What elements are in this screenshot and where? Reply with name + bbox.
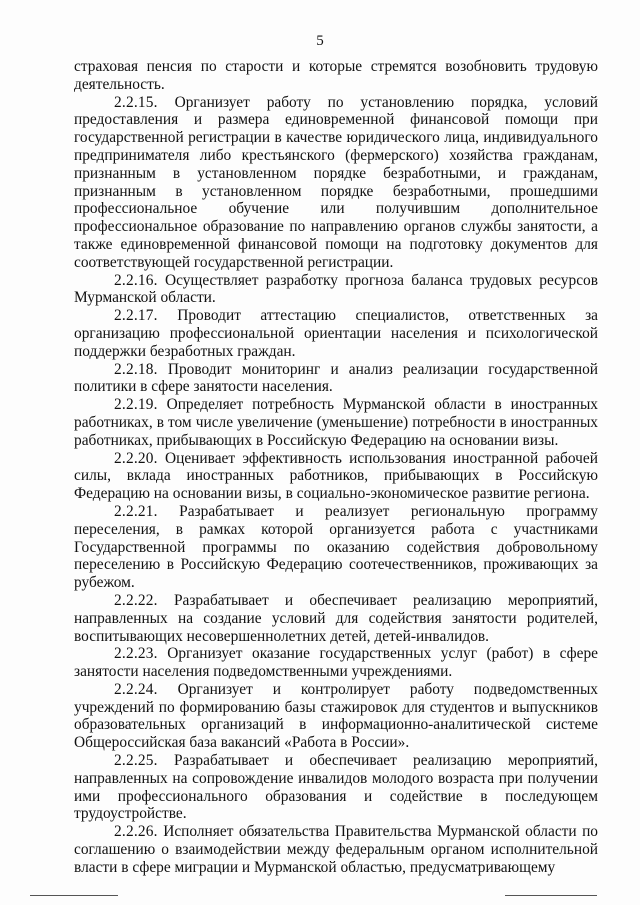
paragraph-number: 2.2.26.: [114, 823, 158, 841]
paragraph-2-2-15: [74, 94, 598, 272]
paragraph-number: 2.2.21.: [114, 502, 158, 520]
paragraph-number: 2.2.19.: [114, 396, 158, 414]
paragraph-text: Организует работу по установлению порядка, условий предоставления и размера единовременной финансовой помощи при государственной регистрации в качестве юридического лица, индивидуального предпринимателя либо крестьянского (фермерского) хозяйства гражданам, признанным в установленном порядке безработными, и гражданам, признанным в установленном порядке безработными, прошедшими профессиональное обучение или получившим дополнительное профессиональное образование по направлению органов службы занятости, а также единовременной финансовой помощи на подготовку документов для соответствующей государственной регистрации.: [74, 93, 598, 271]
paragraph-2-2-23: [74, 645, 598, 681]
paragraph-number: 2.2.22.: [114, 591, 158, 609]
paragraph-2-2-21: [74, 503, 598, 592]
paragraph-2-2-19: [74, 396, 598, 449]
paragraph-text: Организует оказание государственных услуг (работ) в сфере занятости населения подведомственными учреждениями.: [74, 645, 598, 681]
paragraph-number: 2.2.17.: [114, 307, 158, 325]
paragraph-number: 2.2.20.: [114, 449, 158, 467]
paragraph-text: Разрабатывает и обеспечивает реализацию мероприятий, направленных на создание условий для содействия занятости родителей, воспитывающих несовершеннолетних детей, детей-инвалидов.: [74, 591, 598, 645]
paragraph-2-2-16: [74, 272, 598, 308]
paragraph-text: Проводит мониторинг и анализ реализации государственной политики в сфере занятости населения.: [74, 360, 598, 396]
paragraph-2-2-24: [74, 681, 598, 752]
paragraph-2-2-22: [74, 592, 598, 645]
paragraph-number: 2.2.16.: [114, 271, 158, 289]
footer-rule-right: [505, 895, 597, 896]
paragraph-number: 2.2.15.: [114, 93, 158, 111]
paragraph-text: Разрабатывает и обеспечивает реализацию мероприятий, направленных на сопровождение инвалидов молодого возраста при получении ими профессионального образования и содействие в последующем трудоустройстве.: [74, 752, 598, 823]
paragraph-text: Разрабатывает и реализует региональную программу переселения, в рамках которой организуется работа с участниками Государственной программы по оказанию содействия добровольному переселению в Российскую Федерацию соотечественников, проживающих за рубежом.: [74, 502, 598, 592]
paragraph-2-2-17: [74, 307, 598, 360]
paragraph-text: Исполняет обязательства Правительства Мурманской области по соглашению о взаимодействии между федеральным органом исполнительной власти в сфере миграции и Мурманской областью, предусматривающему: [74, 823, 598, 876]
paragraph-text: Осуществляет разработку прогноза баланса трудовых ресурсов Мурманской области.: [74, 271, 598, 307]
page-number: 5: [316, 33, 324, 49]
paragraph-number: 2.2.24.: [114, 680, 158, 698]
paragraph-text: Определяет потребность Мурманской области в иностранных работниках, в том числе увеличение (уменьшение) потребности в иностранных работниках, прибывающих в Российскую Федерацию на основании визы.: [74, 396, 598, 449]
paragraph-2-2-20: [74, 450, 598, 503]
footer-rule-left: [30, 895, 118, 896]
paragraph-text: Организует и контролирует работу подведомственных учреждений по формированию базы стажировок для студентов и выпускников образовательных организаций в информационно-аналитической системе Общероссийская база вакансий «Работа в России».: [74, 680, 598, 752]
paragraph-2-2-26: [74, 823, 598, 876]
document-body: [74, 58, 598, 877]
paragraph-2-2-25: [74, 752, 598, 823]
paragraph-number: 2.2.18.: [114, 360, 158, 378]
paragraph-text: Проводит аттестацию специалистов, ответственных за организацию профессиональной ориентации населения и психологической поддержки безработных граждан.: [74, 307, 598, 360]
paragraph-text: Оценивает эффективность использования иностранной рабочей силы, вклада иностранных работников, прибывающих в Российскую Федерацию на основании визы, в социально-экономическое развитие региона.: [74, 449, 598, 503]
lead-paragraph: страховая пенсия по старости и которые стремятся возобновить трудовую деятельность.: [74, 58, 598, 93]
paragraph-number: 2.2.23.: [114, 645, 158, 663]
paragraph-number: 2.2.25.: [114, 752, 158, 770]
paragraph-2-2-18: [74, 361, 598, 397]
